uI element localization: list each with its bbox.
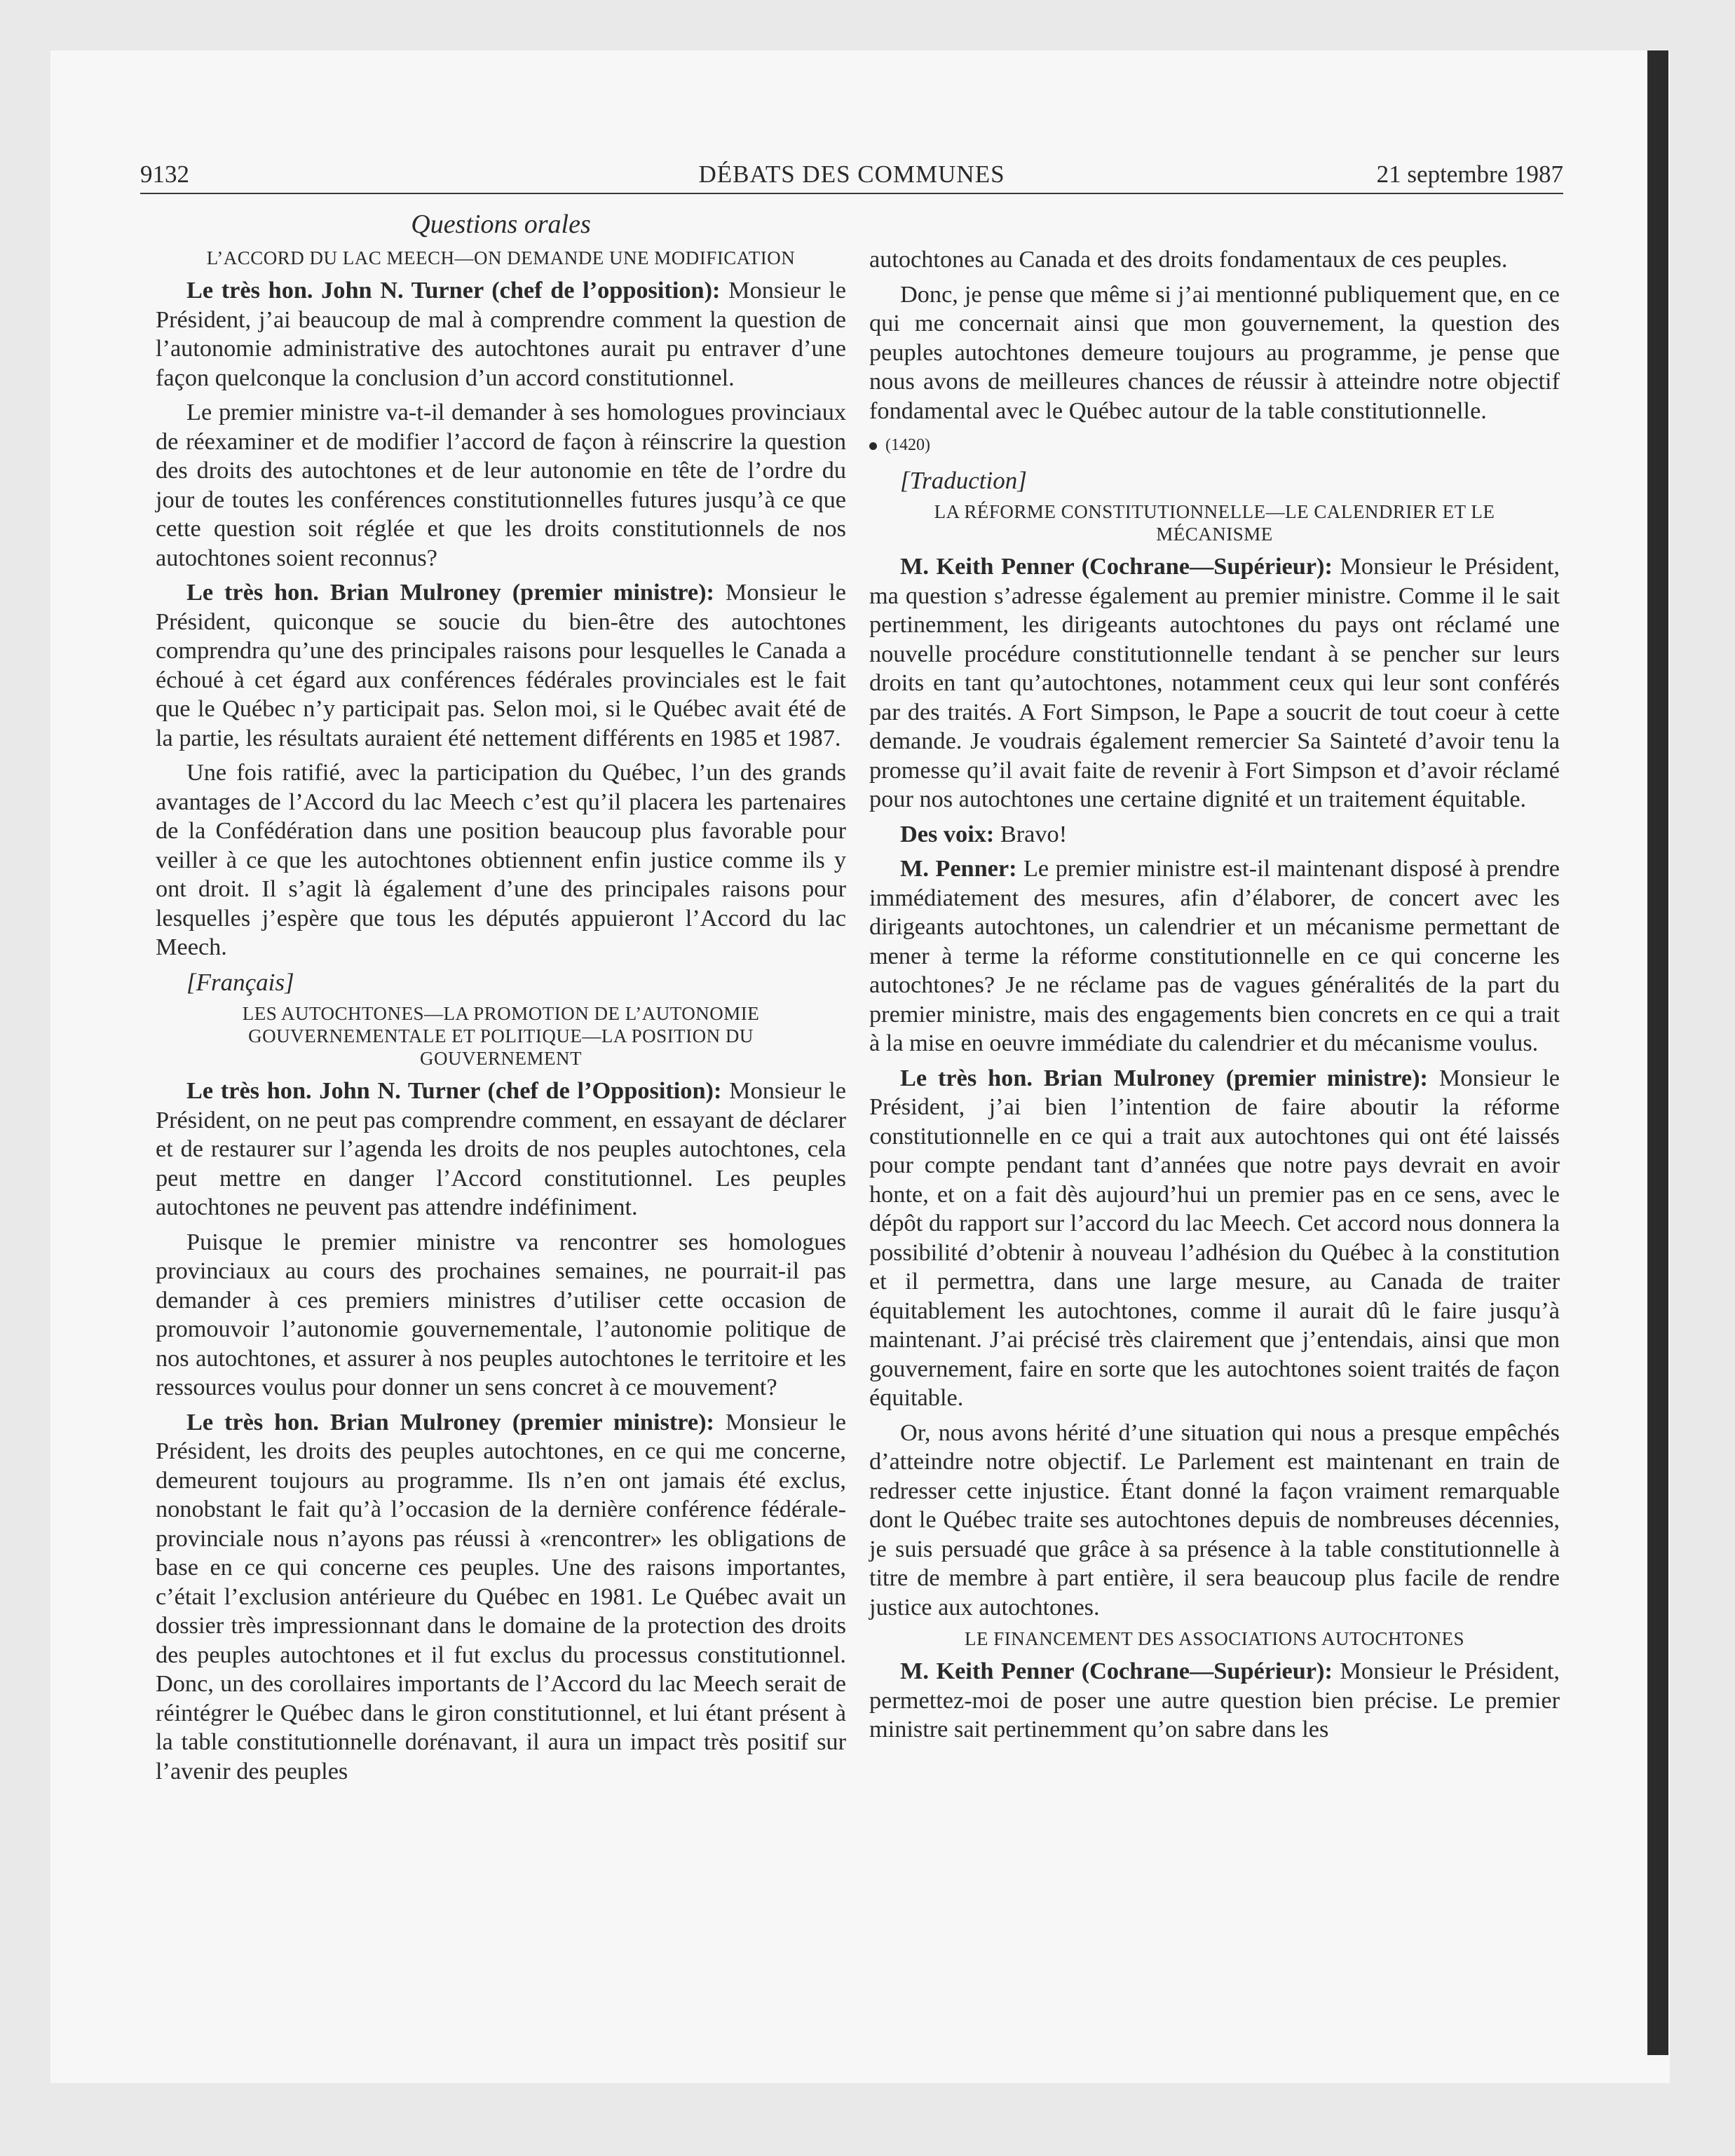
paragraph: Donc, je pense que même si j’ai mentionné publiquement que, en ce qui me concernait ainsi que mon gouvernement, la question des peuples autochtones demeure toujours au programme, je pense que nous avons de meilleures chances de réussir à atteindre notre objectif fondamental avec le Québec autour de la table constitutionnelle. (869, 280, 1560, 424)
right-column (869, 245, 1560, 1750)
time-marker-text: (1420) (885, 436, 930, 454)
topic-heading: LE FINANCEMENT DES ASSOCIATIONS AUTOCHTONES (964, 1628, 1465, 1649)
speaker-name: Le très hon. John N. Turner (chef de l’Opposition): (186, 1077, 722, 1104)
speech-text: Monsieur le Président, j’ai bien l’intention de faire aboutir la réforme constitutionnelle en ce qui a trait aux autochtones qui ont été laissés pour compte pendant tant d’années que notre pays devrait en avoir honte, et on a fait dès aujourd’hui un premier pas en ce sens, avec le dépôt du rapport sur l’accord du lac Meech. Cet accord nous donnera la possibilité d’obtenir à nouveau l’adhésion du Québec à la constitution et il permettra, dans une large mesure, au Canada de traiter équitablement les autochtones, comme il aurait dû le faire jusqu’à maintenant. J’ai précisé très clairement que j’entendais, ainsi que mon gouvernement, faire en sorte que les autochtones soient traités de façon équitable. (869, 1064, 1560, 1411)
paragraph (156, 1408, 846, 1787)
paragraph: Or, nous avons hérité d’une situation qui nous a presque empêchés d’atteindre notre objectif. Le Parlement est maintenant en train de redresser cette injustice. Étant donné la façon vraiment remarquable dont le Québec traite ses autochtones depuis de nombreuses décennies, je suis persuadé que grâce à sa présence à la table constitutionnelle à titre de membre à part entière, il sera beaucoup plus facile de rendre justice aux autochtones. (869, 1419, 1560, 1621)
header-date: 21 septembre 1987 (1376, 161, 1563, 188)
publication-title: DÉBATS DES COMMUNES (698, 161, 1005, 188)
section-title: Questions orales (411, 210, 591, 239)
language-marker: [Français] (186, 968, 294, 996)
speech-text: Monsieur le Président, ma question s’adresse également au premier ministre. Comme il le sait pertinemment, les dirigeants autochtones du pays ont réclamé une nouvelle procédure constitutionnelle tendant à se pencher sur leurs droits en tant qu’autochtones, notamment ceux qui leur sont conférés par des traités. A Fort Simpson, le Pape a soucrit de tout coeur à cette demande. Je voudrais également remercier Sa Sainteté d’avoir tenu la promesse qu’il avait faite de revenir à Fort Simpson et d’avoir réclamé pour nos autochtones une certaine dignité et un traitement équitable. (869, 553, 1560, 812)
paragraph: Puisque le premier ministre va rencontrer ses homologues provinciaux au cours des prochaines semaines, ne pourrait-il pas demander à ces premiers ministres d’utiliser cette occasion de promouvoir l’autonomie gouvernementale, l’autonomie politique de nos autochtones, et assurer à nos peuples autochtones le territoire et les ressources voulus pour donner un sens concret à ce mouvement? (156, 1228, 846, 1400)
time-marker (869, 431, 1560, 460)
speaker-name: M. Keith Penner (Cochrane—Supérieur): (900, 553, 1333, 580)
paragraph (156, 276, 846, 393)
bullet-icon (869, 442, 877, 450)
paragraph (156, 578, 846, 753)
paragraph (869, 552, 1560, 814)
scan-edge-bar (1647, 50, 1668, 2055)
paragraph (869, 820, 1560, 850)
speech-text: Monsieur le Président, j’ai beaucoup de mal à comprendre comment la question de l’autonomie administrative des autochtones aurait pu entraver d’une façon quelconque la conclusion d’un accord constitutionnel. (156, 277, 846, 391)
page-header (140, 158, 1563, 194)
paragraph: Une fois ratifié, avec la participation du Québec, l’un des grands avantages de l’Accord du lac Meech c’est qu’il placera les partenaires de la Confédération dans une position beaucoup plus favorable pour veiller à ce que les autochtones obtiennent enfin justice comme ils y ont droit. Il s’agit là également d’une des principales raisons pour lesquelles j’espère que tous les députés appuieront l’Accord du lac Meech. (156, 759, 846, 960)
topic-heading: L’ACCORD DU LAC MEECH—ON DEMANDE UNE MODIFICATION (206, 247, 796, 268)
speaker-name: Le très hon. Brian Mulroney (premier ministre): (186, 1408, 714, 1435)
speaker-name: Le très hon. Brian Mulroney (premier ministre): (900, 1064, 1428, 1091)
speech-text: Monsieur le Président, quiconque se soucie du bien-être des autochtones comprendra qu’une des principales raisons pour lesquelles le Canada a échoué à cet égard aux conférences fédérales provinciales est le fait que le Québec n’y participait pas. Selon moi, si le Québec avait été de la partie, les résultats auraient été nettement différents en 1985 et 1987. (156, 579, 846, 751)
paragraph (156, 1077, 846, 1222)
paragraph (869, 854, 1560, 1058)
topic-heading: LES AUTOCHTONES—LA PROMOTION DE L’AUTONOMIE GOUVERNEMENTALE ET POLITIQUE—LA POSITION DU GOUVERNEMENT (242, 1003, 760, 1069)
speech-text: Monsieur le Président, on ne peut pas comprendre comment, en essayant de déclarer et de restaurer sur l’agenda les droits de nos peuples autochtones, cela peut mettre en danger l’Accord constitutionnel. Les peuples autochtones ne peuvent pas attendre indéfiniment. (156, 1077, 846, 1220)
topic-heading: LA RÉFORME CONSTITUTIONNELLE—LE CALENDRIER ET LE MÉCANISME (934, 501, 1495, 545)
speaker-name: M. Penner: (900, 855, 1017, 882)
speaker-name: M. Keith Penner (Cochrane—Supérieur): (900, 1658, 1333, 1684)
paragraph (869, 1657, 1560, 1745)
speaker-name: Le très hon. John N. Turner (chef de l’opposition): (186, 277, 721, 303)
speech-text: Bravo! (994, 820, 1068, 847)
paragraph: autochtones au Canada et des droits fondamentaux de ces peuples. (869, 246, 1508, 273)
page-number: 9132 (140, 161, 189, 188)
left-column (156, 209, 846, 1792)
speaker-name: Des voix: (900, 820, 995, 847)
paragraph: Le premier ministre va-t-il demander à ses homologues provinciaux de réexaminer et de modifier l’accord de façon à réinscrire la question des droits des autochtones et de leur autonomie en tête de l’ordre du jour de toutes les conférences constitutionnelles futures jusqu’à ce que cette question soit réglée et que les droits constitutionnels de nos autochtones soient reconnus? (156, 399, 846, 571)
speech-text: Monsieur le Président, permettez-moi de poser une autre question bien précise. Le premier ministre sait pertinemment qu’on sabre dans les (869, 1658, 1560, 1742)
speech-text: Monsieur le Président, les droits des peuples autochtones, en ce qui me concerne, demeurent toujours au programme. Ils n’en ont jamais été exclus, nonobstant le fait qu’à l’occasion de la dernière conférence fédérale-provinciale nous n’ayons pas réussi à «rencontrer» les obligations de base en ce qui concerne ces peuples. Une des raisons importantes, c’était l’exclusion antérieure du Québec en 1981. Le Québec avait un dossier très impressionnant dans le domaine de la protection des droits des peuples autochtones et il fut exclus du processus constitutionnel. Donc, un des corollaires importants de l’Accord du lac Meech serait de réintégrer le Québec dans le giron constitutionnel, et lui étant présent à la table constitutionnelle dorénavant, il aura un impact très positif sur l’avenir des peuples (156, 1408, 846, 1785)
language-marker: [Traduction] (900, 466, 1027, 494)
speaker-name: Le très hon. Brian Mulroney (premier ministre): (186, 579, 714, 606)
paragraph (869, 1064, 1560, 1413)
speech-text: Le premier ministre est-il maintenant disposé à prendre immédiatement des mesures, afin d’élaborer, de concert avec les dirigeants autochtones, un calendrier et un mécanisme permettant de mener à terme la réforme constitutionnelle en ce qui concerne les autochtones? Je ne réclame pas de vagues généralités de la part du premier ministre, mais des engagements bien concrets en ce qui a trait à la mise en oeuvre immédiate du calendrier et du mécanisme voulus. (869, 855, 1560, 1056)
